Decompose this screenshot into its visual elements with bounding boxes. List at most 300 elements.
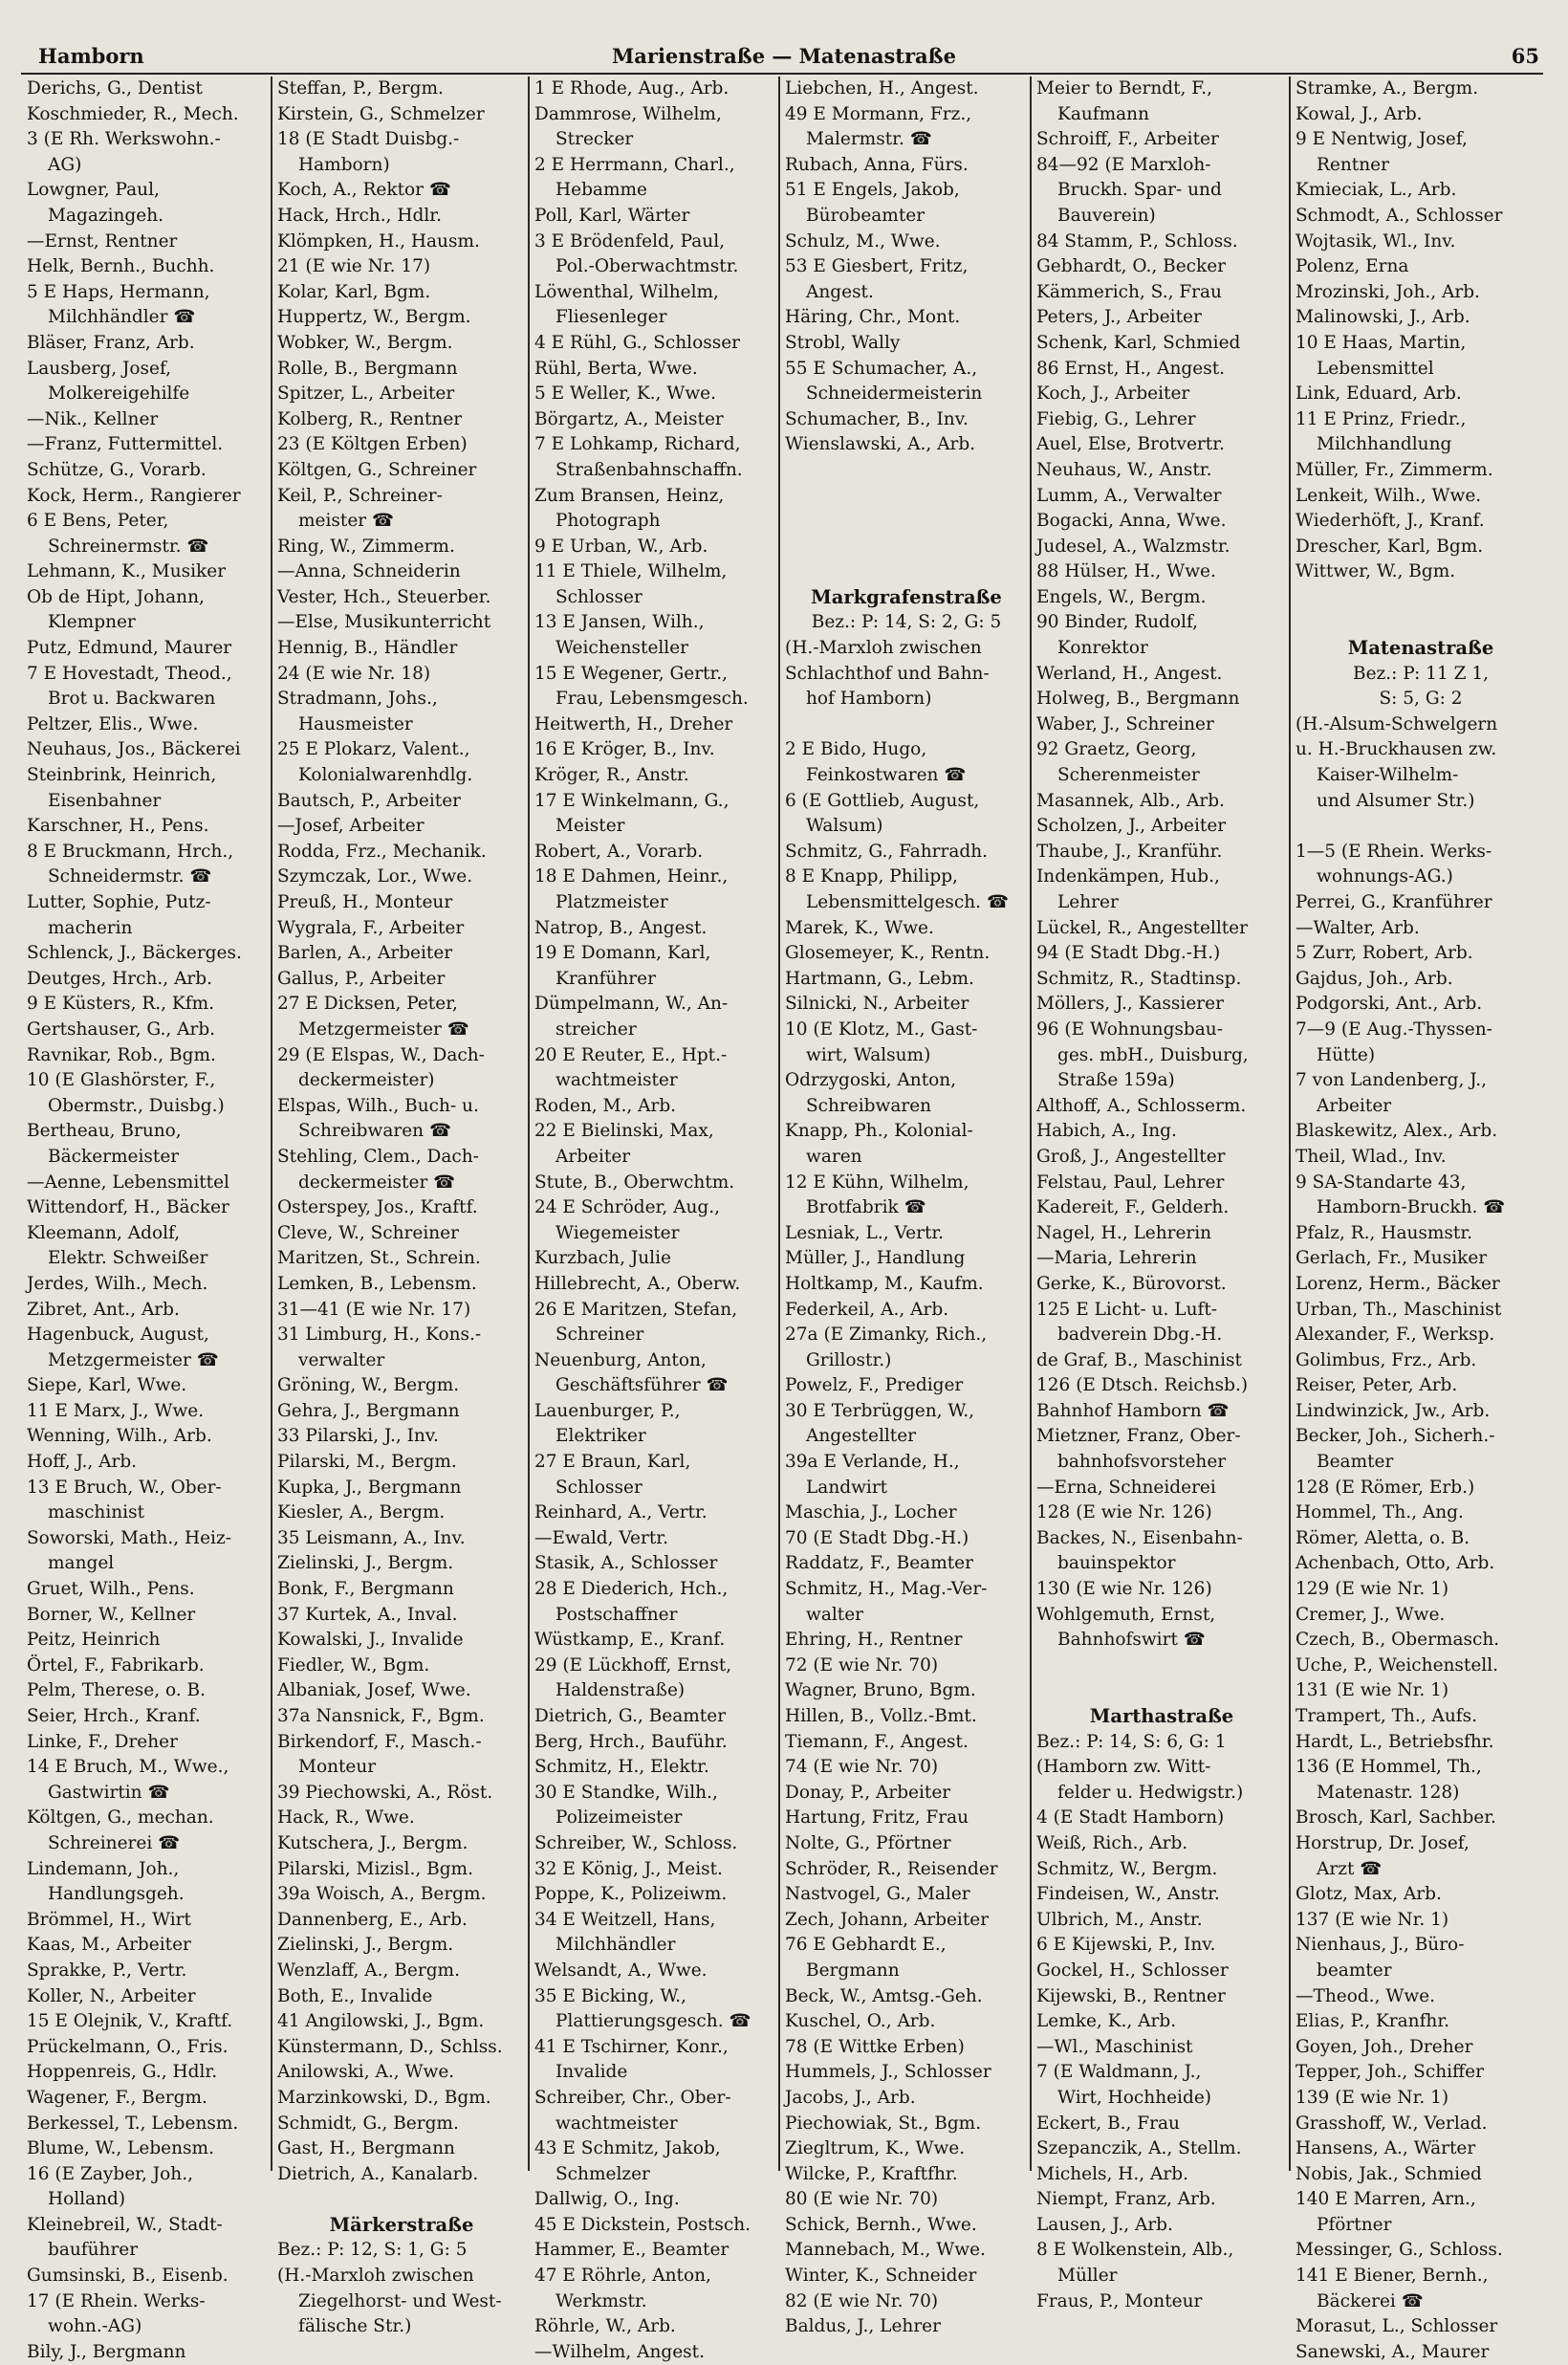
directory-entry-line: Lausberg, Josef, [27, 358, 172, 379]
column-divider [1030, 77, 1032, 2171]
directory-entry-line: Gast, H., Bergmann [277, 2138, 455, 2159]
directory-entry-line: Preuß, H., Monteur [277, 892, 453, 912]
directory-entry-line: Lindwinzick, Jw., Arb. [1296, 1400, 1491, 1421]
directory-entry-line: 7—9 (E Aug.-Thyssen- [1296, 1018, 1492, 1040]
directory-entry-line: Berkessel, T., Lebensm. [27, 2113, 239, 2134]
directory-entry-line: Schlosser [555, 1477, 642, 1498]
directory-entry-line: Schreinermstr. ☎ [48, 536, 209, 557]
directory-entry-line: Huppertz, W., Bergm. [277, 307, 471, 328]
directory-entry-line: 2 E Herrmann, Charl., [534, 154, 735, 175]
directory-entry-line: 53 E Giesbert, Fritz, [785, 256, 969, 277]
directory-entry-line: 37 Kurtek, A., Inval. [277, 1604, 458, 1625]
directory-entry-line: 9 E Küsters, R., Kfm. [27, 994, 215, 1015]
directory-entry-line: Bürobeamter [806, 205, 926, 226]
directory-entry-line: Wenzlaff, A., Bergm. [277, 1960, 460, 1981]
directory-entry-line: Bergmann [806, 1960, 900, 1981]
directory-entry-line: 16 E Kröger, B., Inv. [534, 739, 715, 760]
directory-entry-line: Hartmann, G., Lebm. [785, 968, 974, 989]
directory-entry-line: —Aenne, Lebensmittel [27, 1172, 229, 1193]
directory-entry-line: 4 E Rühl, G., Schlosser [534, 332, 741, 353]
directory-entry-line: Schmidt, G., Bergm. [277, 2113, 459, 2134]
directory-entry-line: Anilowski, A., Wwe. [277, 2062, 455, 2083]
directory-entry-line: 43 E Schmitz, Jakob, [534, 2138, 721, 2159]
directory-entry-line: Frau, Lebensmgesch. [555, 689, 749, 710]
directory-entry-line: Horstrup, Dr. Josef, [1296, 1832, 1470, 1853]
directory-entry-line: Eckert, B., Frau [1036, 2113, 1180, 2134]
directory-entry-line: 1—5 (E Rhein. Werks- [1296, 841, 1492, 862]
directory-entry-line: —Josef, Arbeiter [277, 816, 425, 837]
directory-entry-line: Findeisen, W., Anstr. [1036, 1884, 1220, 1905]
directory-entry-line: Meier to Berndt, F., [1036, 78, 1212, 99]
directory-entry-line: verwalter [298, 1349, 385, 1370]
directory-entry-line: 7 E Lohkamp, Richard, [534, 434, 741, 455]
directory-entry-line: 92 Graetz, Georg, [1036, 739, 1197, 760]
column-divider [271, 77, 272, 2171]
directory-entry-line: deckermeister) [298, 1070, 435, 1091]
directory-entry-line: —Maria, Lehrerin [1036, 1248, 1197, 1269]
directory-entry-line: Zielinski, J., Bergm. [277, 1935, 454, 1956]
directory-entry-line: Dietrich, A., Kanalarb. [277, 2163, 479, 2184]
spacer [781, 712, 1028, 738]
directory-entry-line: Groß, J., Angestellter [1036, 1146, 1226, 1167]
directory-entry-line: 130 (E wie Nr. 126) [1036, 1579, 1212, 1600]
directory-entry-line: Beamter [1317, 1452, 1394, 1473]
directory-entry-line: 5 E Weller, K., Wwe. [534, 383, 716, 405]
directory-entry-line: Hoppenreis, G., Hdlr. [27, 2062, 218, 2083]
directory-entry-line: Kurzbach, Julie [534, 1248, 671, 1269]
directory-entry-line: Karschner, H., Pens. [27, 816, 209, 837]
directory-entry-line: Röhrle, W., Arb. [534, 2316, 676, 2337]
directory-entry-line: Schneidermeisterin [806, 383, 983, 405]
spacer [781, 559, 1028, 585]
directory-entry-line: Brotfabrik ☎ [806, 1197, 926, 1218]
directory-entry-line: Drescher, Karl, Bgm. [1296, 536, 1484, 557]
directory-entry-line: 13 E Bruch, W., Ober- [27, 1477, 222, 1498]
directory-entry-line: Waber, J., Schreiner [1036, 713, 1214, 734]
directory-entry-line: Siepe, Karl, Wwe. [27, 1375, 187, 1396]
directory-entry-line: Schick, Bernh., Wwe. [785, 2214, 977, 2235]
directory-entry-line: Derichs, G., Dentist [27, 78, 203, 99]
directory-entry-line: Schneidermstr. ☎ [48, 866, 212, 887]
directory-entry-line: 39a Woisch, A., Bergm. [277, 1884, 487, 1905]
directory-entry-line: Hillen, B., Vollz.-Bmt. [785, 1706, 977, 1726]
directory-entry-line: Wüstkamp, E., Kranf. [534, 1630, 726, 1651]
directory-entry-line: Lückel, R., Angestellter [1036, 917, 1248, 938]
directory-entry-line: 72 (E wie Nr. 70) [785, 1654, 939, 1675]
directory-entry-line: Schreibwaren [806, 1095, 932, 1116]
directory-entry-line: Bauverein) [1057, 205, 1156, 226]
directory-entry-line: Angestellter [806, 1426, 917, 1447]
directory-entry-line: 8 E Knapp, Philipp, [785, 866, 958, 887]
directory-entry-line: Cleve, W., Schreiner [277, 1222, 459, 1243]
directory-entry-line: Grillostr.) [806, 1349, 892, 1370]
directory-entry-line: 55 E Schumacher, A., [785, 358, 978, 379]
directory-entry-line: 12 E Kühn, Wilhelm, [785, 1172, 969, 1193]
directory-entry-line: Linke, F., Dreher [27, 1731, 178, 1752]
directory-entry-line: Auel, Else, Brotvertr. [1036, 434, 1225, 455]
directory-entry-line: Schmitz, W., Bergm. [1036, 1858, 1218, 1879]
directory-entry-line: Elektriker [555, 1426, 646, 1447]
directory-entry-line: 10 E Haas, Martin, [1296, 332, 1467, 353]
directory-entry-line: 41 E Tschirner, Konr., [534, 2036, 729, 2057]
directory-entry-line: —Ernst, Rentner [27, 230, 178, 252]
directory-entry-line: —Walter, Arb. [1296, 917, 1420, 938]
directory-entry-line: Wittendorf, H., Bäcker [27, 1197, 229, 1218]
directory-entry-line: Pfalz, R., Hausmstr. [1296, 1222, 1473, 1243]
directory-entry-line: Walsum) [806, 816, 883, 837]
directory-entry-line: Konrektor [1057, 638, 1148, 659]
spacer [1033, 1678, 1287, 1704]
street-heading: Matenastraße [1347, 637, 1494, 660]
directory-entry-line: 15 E Olejnik, V., Kraftf. [27, 2011, 233, 2032]
directory-entry-line: Bläser, Franz, Arb. [27, 332, 195, 353]
directory-entry-line: Deutges, Hrch., Arb. [27, 968, 212, 989]
directory-entry-line: Osterspey, Jos., Kraftf. [277, 1197, 478, 1218]
directory-entry-line: Monteur [298, 1757, 377, 1778]
directory-entry-line: 9 E Nentwig, Josef, [1296, 129, 1468, 150]
directory-entry-line: 7 E Hovestadt, Theod., [27, 663, 232, 684]
directory-entry-line: (H.-Marxloh zwischen [785, 638, 982, 659]
directory-entry-line: Zum Bransen, Heinz, [534, 485, 725, 506]
directory-entry-line: 28 E Diederich, Hch., [534, 1579, 729, 1600]
directory-entry-line: Kämmerich, S., Frau [1036, 281, 1222, 302]
directory-entry-line: wachtmeister [555, 1070, 678, 1091]
directory-entry-line: Borner, W., Kellner [27, 1604, 196, 1625]
directory-entry-line: Kmieciak, L., Arb. [1296, 180, 1457, 201]
directory-entry-line: 141 E Biener, Bernh., [1296, 2266, 1489, 2287]
directory-entry-line: Raddatz, F., Beamter [785, 1553, 973, 1574]
directory-entry-line: Keil, P., Schreiner- [277, 485, 443, 506]
directory-entry-line: Hansens, A., Wärter [1296, 2138, 1476, 2159]
directory-entry-line: Molkereigehilfe [48, 383, 190, 405]
directory-entry-line: 32 E König, J., Meist. [534, 1858, 723, 1879]
directory-entry-line: Invalide [555, 2062, 628, 2083]
directory-entry-line: Gertshauser, G., Arb. [27, 1018, 216, 1040]
directory-entry-line: Scherenmeister [1057, 765, 1200, 786]
directory-entry-line: Schreibwaren ☎ [298, 1121, 451, 1142]
header-street-range: Marienstraße — Matenastraße [612, 44, 956, 68]
directory-entry-line: Wobker, W., Bergm. [277, 332, 453, 353]
directory-entry-line: Achenbach, Otto, Arb. [1296, 1553, 1495, 1574]
directory-entry-line: Pilarski, Mizisl., Bgm. [277, 1858, 473, 1879]
directory-entry-line: Bertheau, Bruno, [27, 1121, 182, 1142]
directory-entry-line: Geschäftsführer ☎ [555, 1375, 729, 1396]
directory-entry-line: Gajdus, Joh., Arb. [1296, 968, 1453, 989]
directory-entry-line: Ehring, H., Rentner [785, 1630, 963, 1651]
directory-entry-line: 78 (E Wittke Erben) [785, 2036, 965, 2057]
directory-entry-line: Metzgermeister ☎ [48, 1349, 219, 1370]
directory-entry-line: de Graf, B., Maschinist [1036, 1349, 1242, 1370]
directory-entry-line: 15 E Wegener, Gertr., [534, 663, 729, 684]
directory-entry-line: Haldenstraße) [555, 1680, 686, 1701]
directory-entry-line: Putz, Edmund, Maurer [27, 638, 232, 659]
directory-entry-line: Bruckh. Spar- und [1057, 180, 1222, 201]
directory-entry-line: Schröder, R., Reisender [785, 1858, 998, 1879]
directory-entry-line: Piechowiak, St., Bgm. [785, 2113, 982, 2134]
directory-entry-line: 51 E Engels, Jakob, [785, 180, 960, 201]
directory-entry-line: waren [806, 1146, 862, 1167]
directory-entry-line: Rolle, B., Bergmann [277, 358, 458, 379]
directory-entry-line: wohnungs-AG.) [1317, 866, 1453, 887]
directory-entry-line: maschinist [48, 1502, 145, 1523]
directory-entry-line: Metzgermeister ☎ [298, 1018, 469, 1040]
directory-entry-line: Neuhaus, W., Anstr. [1036, 459, 1212, 480]
directory-entry-line: Jerdes, Wilh., Mech. [27, 1273, 208, 1294]
directory-entry-line: Hummels, J., Schlosser [785, 2062, 991, 2083]
directory-entry-line: Nienhaus, J., Büro- [1296, 1935, 1465, 1956]
directory-entry-line: 139 (E wie Nr. 1) [1296, 2087, 1449, 2108]
directory-entry-line: Schmelzer [555, 2163, 650, 2184]
directory-entry-line: Hütte) [1317, 1044, 1376, 1065]
directory-entry-line: 20 E Reuter, E., Hpt.- [534, 1044, 728, 1065]
directory-entry-line: Hamborn) [298, 154, 390, 175]
directory-entry-line: Schmitz, H., Elektr. [534, 1757, 709, 1778]
directory-entry-line: Steffan, P., Bergm. [277, 78, 444, 99]
directory-entry-line: Zech, Johann, Arbeiter [785, 1909, 990, 1930]
directory-entry-line: (H.-Alsum-Schwelgern [1296, 713, 1498, 734]
directory-entry-line: Häring, Chr., Mont. [785, 307, 961, 328]
directory-entry-line: hof Hamborn) [806, 689, 932, 710]
directory-entry-line: Roden, M., Arb. [534, 1095, 677, 1116]
directory-entry-line: Kaufmann [1057, 103, 1150, 124]
directory-entry-line: Lemke, K., Arb. [1036, 2011, 1177, 2032]
directory-entry-line: Helk, Bernh., Buchh. [27, 256, 215, 277]
directory-entry-line: Szepanczik, A., Stellm. [1036, 2138, 1242, 2159]
directory-entry-line: 24 (E wie Nr. 18) [277, 663, 431, 684]
directory-entry-line: Milchhandlung [1317, 434, 1452, 455]
directory-entry-line: Wienslawski, A., Arb. [785, 434, 976, 455]
directory-entry-line: Klempner [48, 612, 136, 633]
directory-entry-line: 22 E Bielinski, Max, [534, 1121, 714, 1142]
directory-entry-line: Dannenberg, E., Arb. [277, 1909, 468, 1930]
street-heading: Märkerstraße [329, 2213, 474, 2236]
column-6 [1292, 77, 1546, 2362]
directory-entry-line: Elias, P., Kranfhr. [1296, 2011, 1450, 2032]
directory-entry-line: Lumm, A., Verwalter [1036, 485, 1222, 506]
directory-entry-line: Arbeiter [555, 1146, 631, 1167]
directory-entry-line: Alexander, F., Werksp. [1296, 1325, 1495, 1346]
column-4 [781, 77, 1028, 2337]
directory-entry-line: (Hamborn zw. Witt- [1036, 1757, 1211, 1778]
directory-entry-line: deckermeister ☎ [298, 1172, 456, 1193]
directory-entry-line: Hagenbuck, August, [27, 1325, 209, 1346]
directory-entry-line: 17 (E Rhein. Werks- [27, 2290, 206, 2311]
directory-entry-line: Gallus, P., Arbeiter [277, 968, 446, 989]
directory-entry-line: 84—92 (E Marxloh- [1036, 154, 1211, 175]
directory-entry-line: Elspas, Wilh., Buch- u. [277, 1095, 479, 1116]
directory-entry-line: Bonk, F., Bergmann [277, 1579, 454, 1600]
directory-entry-line: 24 E Schröder, Aug., [534, 1197, 720, 1218]
directory-entry-line: Hillebrecht, A., Oberw. [534, 1273, 741, 1294]
directory-entry-line: Dammrose, Wilhelm, [534, 103, 722, 124]
directory-entry-line: 125 E Licht- u. Luft- [1036, 1299, 1218, 1320]
directory-entry-line: Handlungsgeh. [48, 1884, 185, 1905]
directory-entry-line: Dallwig, O., Ing. [534, 2189, 680, 2210]
directory-entry-line: 27 E Dicksen, Peter, [277, 994, 458, 1015]
directory-entry-line: Kock, Herm., Rangierer [27, 485, 241, 506]
directory-entry-line: badverein Dbg.-H. [1057, 1325, 1223, 1346]
directory-entry-line: Grasshoff, W., Verlad. [1296, 2113, 1488, 2134]
directory-entry-line: 14 E Bruch, M., Wwe., [27, 1757, 229, 1778]
directory-entry-line: Eisenbahner [48, 790, 162, 811]
directory-entry-line: Albaniak, Josef, Wwe. [277, 1680, 471, 1701]
directory-entry-line: Römer, Aletta, o. B. [1296, 1527, 1470, 1548]
directory-entry-line: Robert, A., Vorarb. [534, 841, 704, 862]
directory-entry-line: Kutschera, J., Bergm. [277, 1832, 468, 1853]
directory-entry-line: Backes, N., Eisenbahn- [1036, 1527, 1243, 1548]
directory-entry-line: (H.-Marxloh zwischen [277, 2266, 474, 2287]
directory-entry-line: Stradmann, Johs., [277, 689, 438, 710]
directory-entry-line: 27 E Braun, Karl, [534, 1452, 691, 1473]
directory-entry-line: 16 (E Zayber, Joh., [27, 2163, 193, 2184]
directory-entry-line: 4 (E Stadt Hamborn) [1036, 1807, 1225, 1828]
directory-entry-line: Brosch, Karl, Sachber. [1296, 1807, 1496, 1828]
directory-entry-line: Golimbus, Frz., Arb. [1296, 1349, 1477, 1370]
directory-entry-line: 3 E Brödenfeld, Paul, [534, 230, 725, 252]
directory-entry-line: Holtkamp, M., Kaufm. [785, 1273, 984, 1294]
directory-entry-line: 21 (E wie Nr. 17) [277, 256, 431, 277]
directory-entry-line: 31 Limburg, H., Kons.- [277, 1325, 482, 1346]
directory-entry-line: bauführer [48, 2240, 139, 2261]
directory-entry-line: Milchhändler [555, 1935, 676, 1956]
directory-entry-line: Knapp, Ph., Kolonial- [785, 1121, 973, 1142]
directory-entry-line: 9 SA-Standarte 43, [1296, 1172, 1467, 1193]
directory-entry-line: Ring, W., Zimmerm. [277, 536, 455, 557]
directory-entry-line: Weichensteller [555, 638, 689, 659]
directory-entry-line: 8 E Wolkenstein, Alb., [1036, 2240, 1234, 2261]
directory-entry-line: Plattierungsgesch. ☎ [555, 2011, 751, 2032]
directory-entry-line: Polenz, Erna [1296, 256, 1409, 277]
directory-entry-line: 13 E Jansen, Wilh., [534, 612, 705, 633]
directory-entry-line: Schmodt, A., Schlosser [1296, 205, 1503, 226]
directory-entry-line: —Anna, Schneiderin [277, 561, 461, 582]
directory-entry-line: Bautsch, P., Arbeiter [277, 790, 461, 811]
directory-entry-line: Marzinkowski, D., Bgm. [277, 2087, 491, 2108]
directory-entry-line: Künstermann, D., Schlss. [277, 2036, 503, 2057]
directory-entry-line: wachtmeister [555, 2113, 678, 2134]
directory-entry-line: 29 (E Lückhoff, Ernst, [534, 1654, 732, 1675]
directory-entry-line: 7 (E Waldmann, J., [1036, 2062, 1202, 2083]
directory-entry-line: —Erna, Schneiderei [1036, 1477, 1216, 1498]
directory-entry-line: mangel [48, 1553, 115, 1574]
directory-entry-line: Mrozinski, Joh., Arb. [1296, 281, 1480, 302]
directory-entry-line: 2 E Bido, Hugo, [785, 739, 927, 760]
directory-entry-line: felder u. Hedwigstr.) [1057, 1782, 1244, 1803]
directory-entry-line: und Alsumer Str.) [1317, 790, 1475, 811]
column-divider [778, 77, 780, 2171]
directory-entry-line: 128 (E Römer, Erb.) [1296, 1477, 1475, 1498]
directory-entry-line: Lauenburger, P., [534, 1400, 681, 1421]
directory-entry-line: Kröger, R., Anstr. [534, 765, 689, 786]
directory-entry-line: Kijewski, B., Rentner [1036, 1985, 1226, 2006]
directory-entry-line: 140 E Marren, Arn., [1296, 2189, 1476, 2210]
directory-entry-line: Polizeimeister [555, 1807, 683, 1828]
directory-entry-line: Podgorski, Ant., Arb. [1296, 994, 1483, 1015]
directory-entry-line: Silnicki, N., Arbeiter [785, 994, 969, 1015]
directory-entry-line: Hammer, E., Beamter [534, 2240, 730, 2261]
directory-entry-line: Lebensmittelgesch. ☎ [806, 892, 1009, 912]
directory-entry-line: 47 E Röhrle, Anton, [534, 2266, 711, 2287]
directory-entry-line: Glotz, Max, Arb. [1296, 1884, 1442, 1905]
directory-entry-line: Pförtner [1317, 2214, 1392, 2235]
directory-entry-line: 37a Nansnick, F., Bgm. [277, 1706, 485, 1726]
directory-entry-line: Milchhändler ☎ [48, 307, 196, 328]
directory-entry-line: wirt, Walsum) [806, 1044, 931, 1065]
directory-entry-line: Spitzer, L., Arbeiter [277, 383, 455, 405]
directory-entry-line: Baldus, J., Lehrer [785, 2316, 941, 2337]
directory-entry-line: 35 Leismann, A., Inv. [277, 1527, 466, 1548]
directory-entry-line: Zibret, Ant., Arb. [27, 1299, 180, 1320]
directory-entry-line: bahnhofsvorsteher [1057, 1452, 1227, 1473]
directory-entry-line: Elektr. Schweißer [48, 1248, 208, 1269]
spacer [273, 2187, 526, 2213]
directory-entry-line: Kranführer [555, 968, 656, 989]
directory-entry-line: Kuschel, O., Arb. [785, 2011, 936, 2032]
directory-entry-line: Michels, H., Arb. [1036, 2163, 1188, 2184]
spacer [781, 509, 1028, 535]
directory-entry-line: —Ewald, Vertr. [534, 1527, 668, 1548]
directory-entry-line: 10 (E Glashörster, F., [27, 1070, 216, 1091]
directory-entry-line: Lutter, Sophie, Putz- [27, 892, 211, 912]
directory-entry-line: 11 E Marx, J., Wwe. [27, 1400, 205, 1421]
directory-entry-line: Schlachthof und Bahn- [785, 663, 990, 684]
directory-entry-line: 29 (E Elspas, W., Dach- [277, 1044, 485, 1065]
directory-entry-line: 30 E Terbrüggen, W., [785, 1400, 974, 1421]
directory-entry-line: Gumsinski, B., Eisenb. [27, 2266, 229, 2287]
directory-entry-line: Vester, Hch., Steuerber. [277, 586, 491, 607]
directory-entry-line: Koschmieder, R., Mech. [27, 103, 239, 124]
directory-entry-line: Obermstr., Duisbg.) [48, 1095, 225, 1116]
directory-entry-line: Lausen, J., Arb. [1036, 2214, 1173, 2235]
directory-entry-line: Mannebach, M., Wwe. [785, 2240, 986, 2261]
directory-entry-line: 35 E Bicking, W., [534, 1985, 686, 2006]
directory-entry-line: Fiedler, W., Bgm. [277, 1654, 430, 1675]
directory-entry-line: Schroiff, F., Arbeiter [1036, 129, 1219, 150]
directory-entry-line: bauinspektor [1057, 1553, 1176, 1574]
directory-entry-line: Stehling, Clem., Dach- [277, 1146, 479, 1167]
directory-entry-line: 39 Piechowski, A., Röst. [277, 1782, 493, 1803]
directory-entry-line: Kiesler, A., Bergm. [277, 1502, 446, 1523]
directory-entry-line: Hausmeister [298, 713, 413, 734]
directory-entry-line: Gruet, Wilh., Pens. [27, 1579, 195, 1600]
directory-entry-line: 11 E Prinz, Friedr., [1296, 408, 1467, 429]
directory-entry-line: 45 E Dickstein, Postsch. [534, 2214, 751, 2235]
directory-entry-line: Koch, A., Rektor ☎ [277, 180, 451, 201]
directory-entry-line: 30 E Standke, Wilh., [534, 1782, 718, 1803]
directory-entry-line: Rentner [1317, 154, 1389, 175]
directory-entry-line: 23 (E Költgen Erben) [277, 434, 468, 455]
directory-entry-line: Welsandt, A., Wwe. [534, 1960, 708, 1981]
directory-entry-line: Felstau, Paul, Lehrer [1036, 1172, 1225, 1193]
directory-entry-line: 131 (E wie Nr. 1) [1296, 1680, 1449, 1701]
directory-entry-line: Sanewski, A., Maurer [1296, 2341, 1490, 2362]
directory-entry-line: Wagner, Bruno, Bgm. [785, 1680, 976, 1701]
directory-entry-line: 18 (E Stadt Duisbg.- [277, 129, 460, 150]
directory-entry-line: Löwenthal, Wilhelm, [534, 281, 719, 302]
directory-entry-line: Gerke, K., Bürovorst. [1036, 1273, 1227, 1294]
directory-entry-line: Wiegemeister [555, 1222, 680, 1243]
directory-entry-line: Bahnhof Hamborn ☎ [1036, 1400, 1230, 1421]
directory-entry-line: Dümpelmann, W., An- [534, 994, 729, 1015]
directory-entry-line: Lemken, B., Lebensm. [277, 1273, 477, 1294]
directory-entry-line: Kolberg, R., Rentner [277, 408, 463, 429]
directory-entry-line: Reinhard, A., Vertr. [534, 1502, 708, 1523]
directory-entry-line: S: 5, G: 2 [1379, 689, 1463, 710]
directory-entry-line: Dietrich, G., Beamter [534, 1706, 727, 1726]
column-divider [528, 77, 530, 2171]
directory-entry-line: 137 (E wie Nr. 1) [1296, 1909, 1449, 1930]
directory-entry-line: Both, E., Invalide [277, 1985, 433, 2006]
